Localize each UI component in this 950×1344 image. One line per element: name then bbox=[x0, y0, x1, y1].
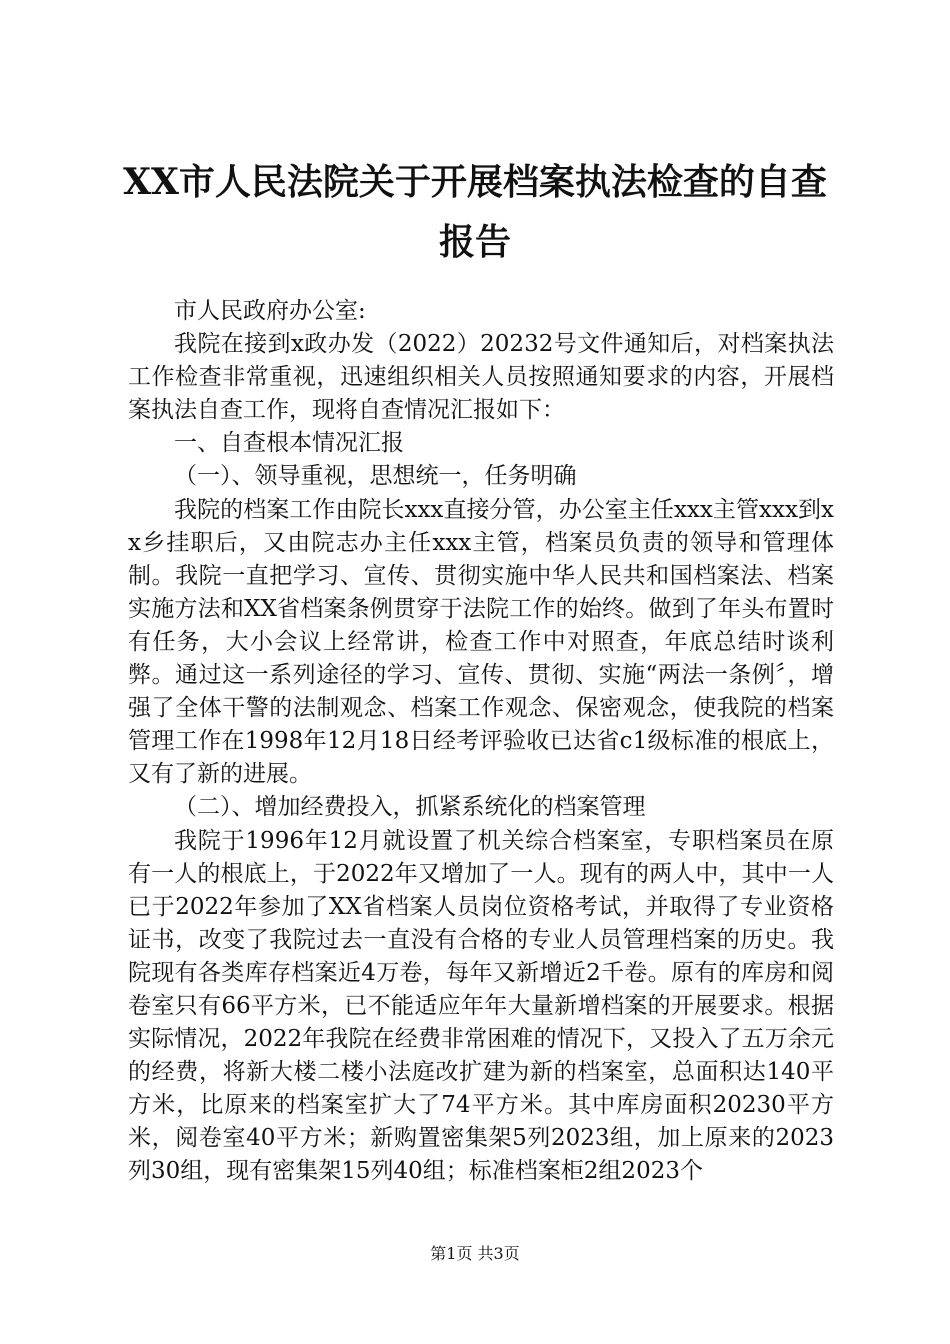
section-heading: 一、自查根本情况汇报 bbox=[174, 430, 404, 457]
document-body bbox=[128, 295, 834, 1189]
document-title-line-1: XX市人民法院关于开展档案执法检查的自查 bbox=[123, 161, 827, 203]
subsection-heading-2: （二）、增加经费投入，抓紧系统化的档案管理 bbox=[174, 794, 646, 821]
subsection-heading-1: （一）、领导重视，思想统一，任务明确 bbox=[174, 463, 577, 490]
intro-paragraph: 我院在接到x政办发（2022）20232号文件通知后，对档案执法工作检查非常重视，迅速组织相关人员按照通知要求的内容，开展档案执法自查工作，现将自查情况汇报如下： bbox=[128, 331, 834, 424]
body-paragraph-1: 我院的档案工作由院长xxx直接分管，办公室主任xxx主管xxx到xx乡挂职后，又由院志办主任xxx主管，档案员负责的领导和管理体制。我院一直把学习、宣传、贯彻实施中华人民共和国档案法、档案实施方法和XX省档案条例贯穿于法院工作的始终。做到了年头布置时有任务，大小会议上经常讲，检查工作中对照查，年底总结时谈利弊。通过这一系列途径的学习、宣传、贯彻、实施“两法一条例〞，增强了全体干警的法制观念、档案工作观念、保密观念，使我院的档案管理工作在1998年12月18日经考评验收已达省c1级标准的根底上，又有了新的进展。 bbox=[128, 496, 834, 788]
document-title-line-2: 报告 bbox=[438, 221, 511, 263]
salutation: 市人民政府办公室: bbox=[174, 298, 366, 324]
page-footer: 第1页 共3页 bbox=[430, 1244, 520, 1263]
body-paragraph-2: 我院于1996年12月就设置了机关综合档案室，专职档案员在原有一人的根底上，于2022年又增加了一人。现有的两人中，其中一人已于2022年参加了XX省档案人员岗位资格考试，并取得了专业资格证书，改变了我院过去一直没有合格的专业人员管理档案的历史。我院现有各类库存档案近4万卷，每年又新增近2千卷。原有的库房和阅卷室只有66平方米，已不能适应年年大量新增档案的开展要求。根据实际情况，2022年我院在经费非常困难的情况下，又投入了五万余元的经费，将新大楼二楼小法庭改扩建为新的档案室，总面积达140平方米，比原来的档案室扩大了74平方米。其中库房面积20230平方米，阅卷室40平方米；新购置密集架5列2023组，加上原来的2023列30组，现有密集架15列40组；标准档案柜2组2023个 bbox=[128, 827, 834, 1185]
